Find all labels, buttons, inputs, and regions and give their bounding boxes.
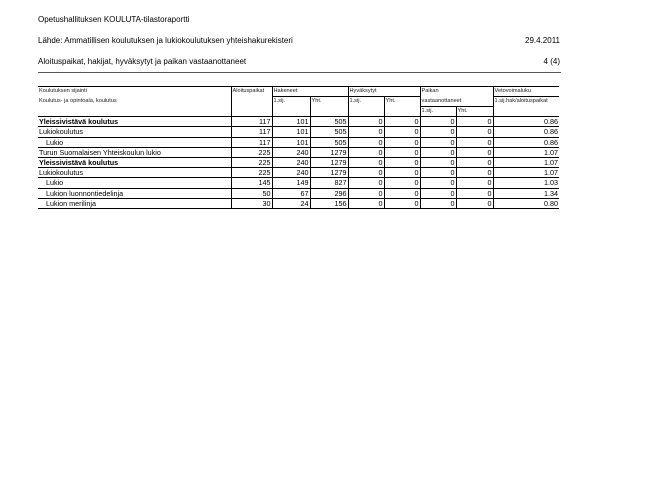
cell-rectot: 0 <box>456 157 493 167</box>
table-row <box>38 188 559 198</box>
cell-rec1: 0 <box>420 147 456 157</box>
cell-acc1: 0 <box>348 157 384 167</box>
row-label: Turun Suomalaisen Yhteiskoulun lukio <box>38 147 231 157</box>
col-header-ratio-sub: 1.sij.hak/aloituspaikat <box>493 97 559 107</box>
cell-rectot: 0 <box>456 188 493 198</box>
report-source: Lähde: Ammatillisen koulutuksen ja lukiokoulutuksen yhteishakurekisteri <box>38 36 293 45</box>
cell-rectot: 0 <box>456 127 493 137</box>
cell-apptot: 505 <box>310 137 348 147</box>
col-header-applicants-total: Yht. <box>310 97 348 107</box>
cell-app1: 101 <box>272 117 310 127</box>
col-header-places: Aloituspaikat <box>231 87 272 97</box>
cell-acctot: 0 <box>384 168 420 178</box>
cell-rec1: 0 <box>420 198 456 208</box>
cell-rectot: 0 <box>456 147 493 157</box>
cell-acctot: 0 <box>384 137 420 147</box>
cell-app1: 149 <box>272 178 310 188</box>
cell-app1: 101 <box>272 137 310 147</box>
cell-ratio: 1.07 <box>493 168 559 178</box>
cell-acc1: 0 <box>348 178 384 188</box>
header-row-1 <box>38 87 559 97</box>
cell-rectot: 0 <box>456 178 493 188</box>
header-divider <box>38 72 561 73</box>
cell-places: 30 <box>231 198 272 208</box>
cell-apptot: 156 <box>310 198 348 208</box>
cell-apptot: 505 <box>310 127 348 137</box>
table-row <box>38 147 559 157</box>
cell-ratio: 1.07 <box>493 157 559 167</box>
report-title: Opetushallituksen KOULUTA-tilastoraportti <box>38 15 190 24</box>
cell-rectot: 0 <box>456 198 493 208</box>
report-subtitle: Aloituspaikat, hakijat, hyväksytyt ja paikan vastaanottaneet <box>38 57 247 66</box>
cell-app1: 101 <box>272 127 310 137</box>
col-header-applicants: Hakeneet <box>272 87 348 97</box>
table-row <box>38 178 559 188</box>
cell-rec1: 0 <box>420 168 456 178</box>
col-header-received: Paikan <box>420 87 493 97</box>
col-header-applicants-first: 1.sij. <box>272 97 310 107</box>
cell-app1: 67 <box>272 188 310 198</box>
cell-places: 50 <box>231 188 272 198</box>
cell-ratio: 0.86 <box>493 127 559 137</box>
table-row <box>38 157 559 167</box>
table-row <box>38 127 559 137</box>
cell-acc1: 0 <box>348 117 384 127</box>
col-header-accepted: Hyväksytyt <box>348 87 420 97</box>
cell-acc1: 0 <box>348 147 384 157</box>
cell-acc1: 0 <box>348 127 384 137</box>
cell-rec1: 0 <box>420 188 456 198</box>
cell-app1: 24 <box>272 198 310 208</box>
cell-acctot: 0 <box>384 117 420 127</box>
cell-app1: 240 <box>272 157 310 167</box>
cell-ratio: 1.07 <box>493 147 559 157</box>
cell-ratio: 1.34 <box>493 188 559 198</box>
header-row-3 <box>38 106 559 116</box>
cell-acctot: 0 <box>384 157 420 167</box>
cell-places: 145 <box>231 178 272 188</box>
cell-places: 117 <box>231 127 272 137</box>
row-label: Yleissivistävä koulutus <box>38 157 231 167</box>
report-table <box>38 86 559 209</box>
row-label: Lukiokoulutus <box>38 168 231 178</box>
row-label: Lukio <box>38 178 231 188</box>
row-label: Lukion luonnontiedelinja <box>38 188 231 198</box>
cell-apptot: 1279 <box>310 157 348 167</box>
cell-places: 117 <box>231 137 272 147</box>
report-date: 29.4.2011 <box>525 36 560 45</box>
cell-rec1: 0 <box>420 178 456 188</box>
cell-acc1: 0 <box>348 168 384 178</box>
cell-rectot: 0 <box>456 137 493 147</box>
cell-rectot: 0 <box>456 168 493 178</box>
col-header-received-total: Yht. <box>456 106 493 116</box>
row-label: Lukion merilinja <box>38 198 231 208</box>
cell-places: 117 <box>231 117 272 127</box>
table-row <box>38 137 559 147</box>
col-header-received-first: 1.sij. <box>420 106 456 116</box>
cell-acctot: 0 <box>384 178 420 188</box>
cell-acctot: 0 <box>384 147 420 157</box>
col-header-accepted-total: Yht. <box>384 97 420 107</box>
table-row <box>38 168 559 178</box>
col-header-accepted-first: 1.sij. <box>348 97 384 107</box>
cell-acctot: 0 <box>384 188 420 198</box>
cell-acctot: 0 <box>384 198 420 208</box>
cell-rec1: 0 <box>420 127 456 137</box>
cell-apptot: 296 <box>310 188 348 198</box>
cell-rectot: 0 <box>456 117 493 127</box>
cell-acc1: 0 <box>348 198 384 208</box>
cell-acctot: 0 <box>384 127 420 137</box>
cell-acc1: 0 <box>348 188 384 198</box>
cell-places: 225 <box>231 168 272 178</box>
cell-rec1: 0 <box>420 137 456 147</box>
cell-apptot: 827 <box>310 178 348 188</box>
col-header-ratio: Vetovoimaluku <box>493 87 559 97</box>
cell-apptot: 1279 <box>310 168 348 178</box>
cell-places: 225 <box>231 147 272 157</box>
cell-rec1: 0 <box>420 157 456 167</box>
cell-apptot: 1279 <box>310 147 348 157</box>
page-number: 4 (4) <box>543 57 560 66</box>
row-label: Lukiokoulutus <box>38 127 231 137</box>
header-row-2 <box>38 97 559 107</box>
cell-app1: 240 <box>272 147 310 157</box>
cell-acc1: 0 <box>348 137 384 147</box>
cell-ratio: 0.86 <box>493 137 559 147</box>
cell-ratio: 1.03 <box>493 178 559 188</box>
col-header-area: Koulutuksen sijainti <box>38 87 231 97</box>
cell-ratio: 0.86 <box>493 117 559 127</box>
cell-rec1: 0 <box>420 117 456 127</box>
cell-places: 225 <box>231 157 272 167</box>
cell-app1: 240 <box>272 168 310 178</box>
cell-apptot: 505 <box>310 117 348 127</box>
table-row <box>38 198 559 208</box>
row-label: Yleissivistävä koulutus <box>38 117 231 127</box>
cell-ratio: 0.80 <box>493 198 559 208</box>
col-header-level: Koulutus- ja opintoala, koulutus <box>39 97 117 104</box>
row-label: Lukio <box>38 137 231 147</box>
col-header-received-2: vastaanottaneet <box>420 97 493 107</box>
table-row <box>38 117 559 127</box>
